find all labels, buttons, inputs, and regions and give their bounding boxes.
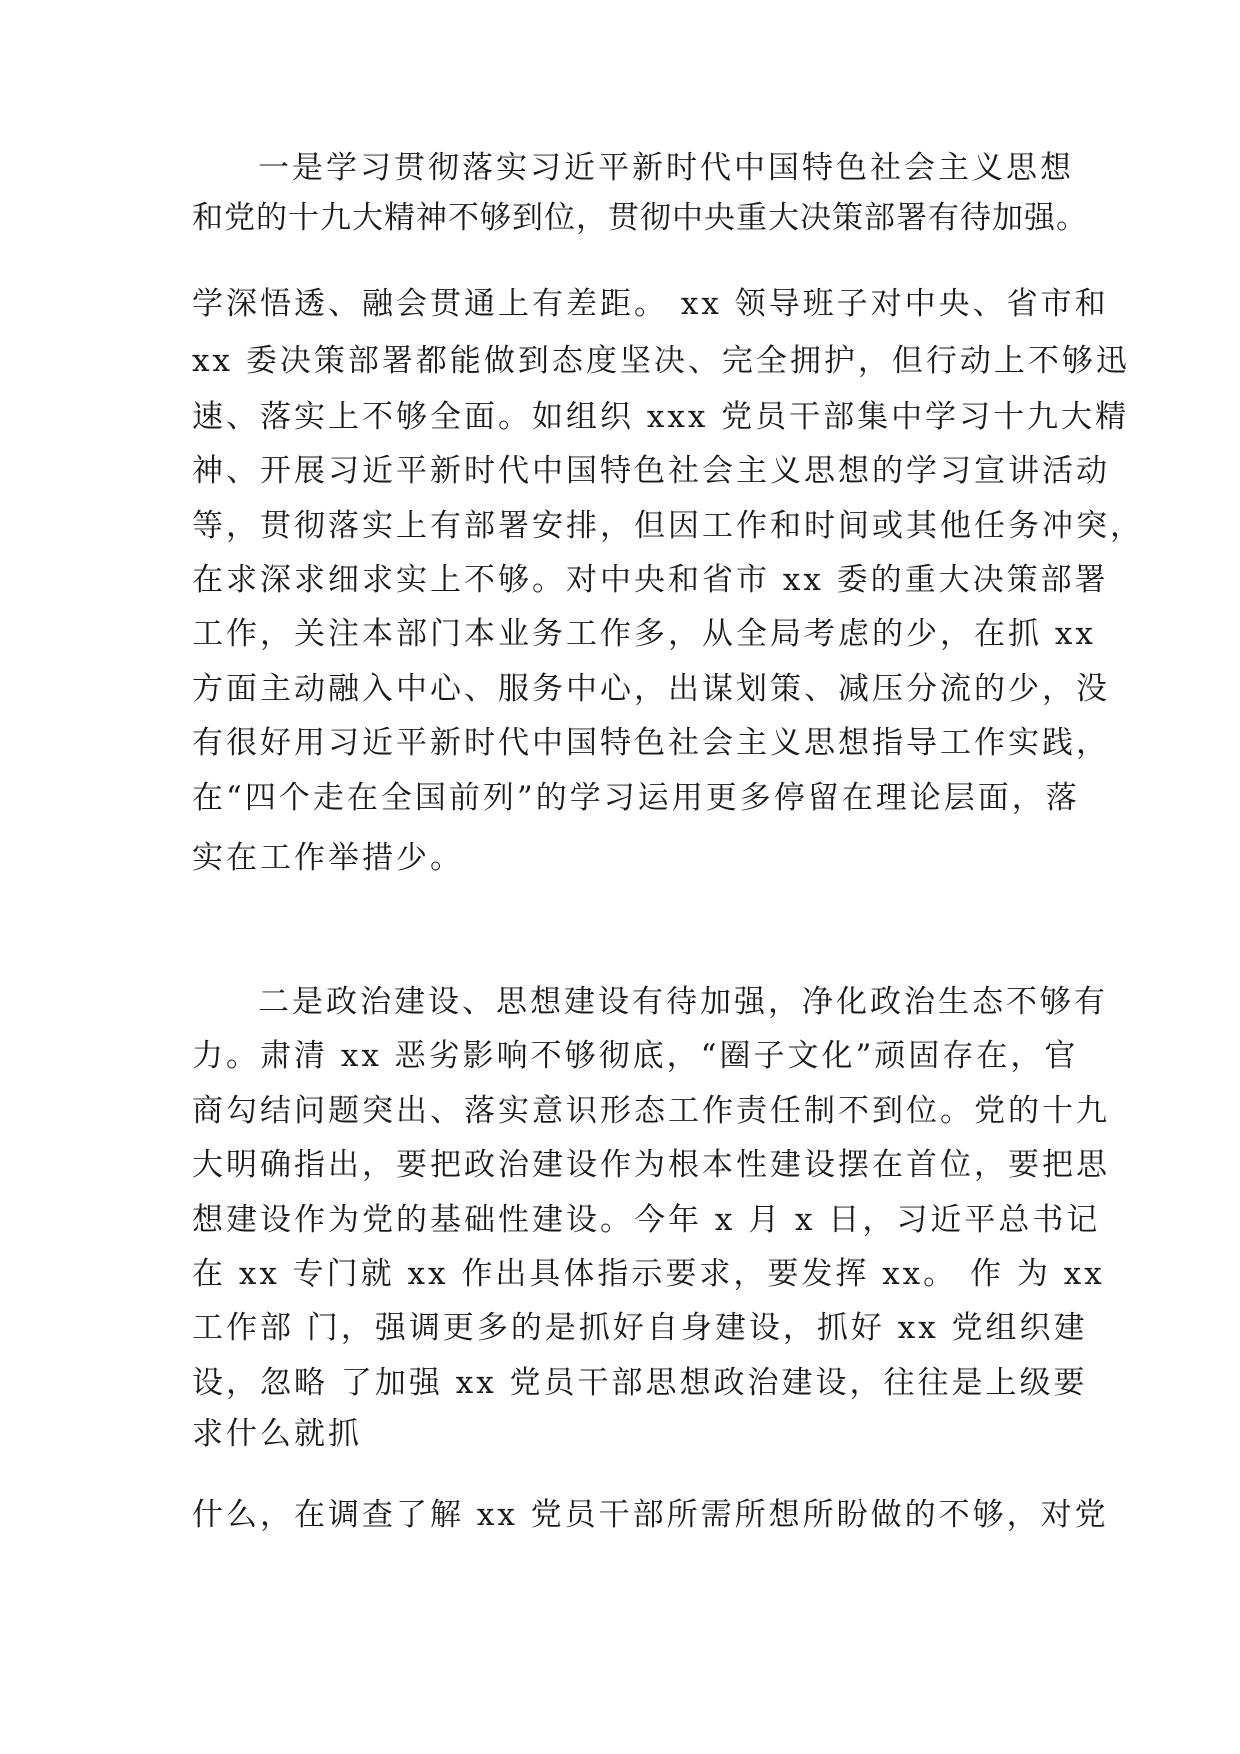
paragraph-2-line-6: 在求深求细求实上不够。对中央和省市 xx 委的重大决策部署	[192, 562, 1109, 598]
paragraph-2-line-3: 速、落实上不够全面。如组织 xxx 党员干部集中学习十九大精	[192, 399, 1130, 435]
paragraph-3-line-8: 设，忽略 了加强 xx 党员干部思想政治建设，往往是上级要	[192, 1365, 1088, 1401]
paragraph-2-line-2: xx 委决策部署都能做到态度坚决、完全拥护，但行动上不够迅	[192, 343, 1130, 379]
paragraph-1-line-1: 一是学习贯彻落实习近平新时代中国特色社会主义思想	[258, 150, 1074, 186]
paragraph-2-line-7: 工作，关注本部门本业务工作多，从全局考虑的少，在抓 xx	[192, 616, 1096, 652]
paragraph-2-line-4: 神、开展习近平新时代中国特色社会主义思想的学习宣讲活动	[192, 453, 1110, 489]
paragraph-3-line-7: 工作部 门，强调更多的是抓好自身建设，抓好 xx 党组织建	[192, 1310, 1088, 1346]
paragraph-3-line-1: 二是政治建设、思想建设有待加强，净化政治生态不够有	[258, 984, 1108, 1020]
paragraph-3-line-2: 力。肃清 xx 恶劣影响不够彻底，“圈子文化”顽固存在，官	[192, 1038, 1079, 1074]
paragraph-2-line-11: 实在工作举措少。	[192, 840, 464, 876]
paragraph-2-line-1: 学深悟透、融会贯通上有差距。 xx 领导班子对中央、省市和	[192, 286, 1109, 322]
paragraph-3-line-3: 商勾结问题突出、落实意识形态工作责任制不到位。党的十九	[192, 1093, 1110, 1129]
paragraph-3-line-9: 求什么就抓	[192, 1416, 362, 1452]
paragraph-2-line-5: 等，贯彻落实上有部署安排，但因工作和时间或其他任务冲突，	[192, 508, 1144, 544]
paragraph-4-line-1: 什么，在调查了解 xx 党员干部所需所想所盼做的不够，对党	[192, 1497, 1109, 1533]
paragraph-2-line-9: 有很好用习近平新时代中国特色社会主义思想指导工作实践，	[192, 725, 1110, 761]
paragraph-2-line-8: 方面主动融入中心、服务中心，出谋划策、减压分流的少，没	[192, 671, 1110, 707]
paragraph-2-line-10: 在“四个走在全国前列”的学习运用更多停留在理论层面，落	[192, 780, 1080, 816]
paragraph-3-line-4: 大明确指出，要把政治建设作为根本性建设摆在首位，要把思	[192, 1147, 1110, 1183]
paragraph-3-line-5: 想建设作为党的基础性建设。今年 x 月 x 日，习近平总书记	[192, 1202, 1101, 1238]
paragraph-3-line-6: 在 xx 专门就 xx 作出具体指示要求，要发挥 xx。 作 为 xx	[192, 1256, 1105, 1292]
paragraph-1-line-2: 和党的十九大精神不够到位，贯彻中央重大决策部署有待加强。	[192, 200, 1088, 236]
